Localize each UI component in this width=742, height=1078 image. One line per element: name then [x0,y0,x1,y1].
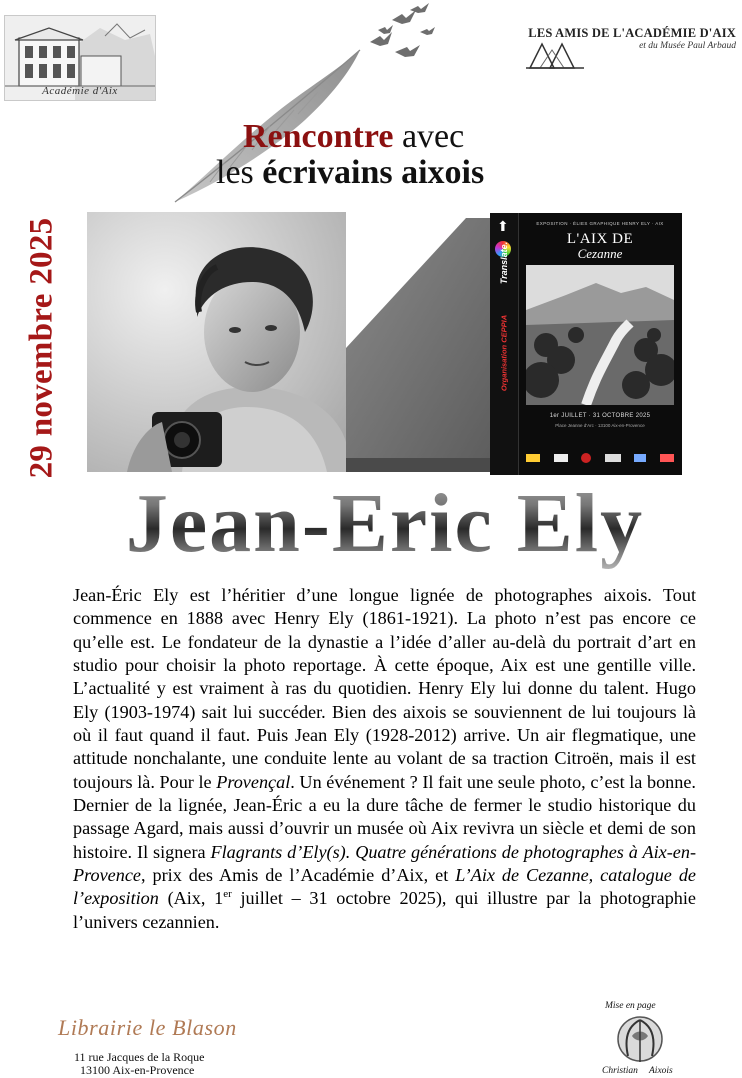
book-subtitle: Cezanne [577,246,623,261]
layout-credit-label: Mise en page [605,1001,656,1011]
book-address: Place Jeanne d'Arc · 13100 Aix-en-Provence [555,423,645,428]
bookshop-street: 11 rue Jacques de la Roque [74,1050,205,1064]
book-landscape-photo [526,265,674,405]
bookshop-city: 13100 Aix-en-Provence [80,1063,195,1077]
triangle-logo-icon [526,40,588,84]
book-header: EXPOSITION · ÉLIES GRAPHIQUE HENRY ELY · AIX [536,221,664,226]
association-name: LES AMIS DE L'ACADÉMIE D'AIX [528,26,736,40]
academie-logo-caption: Académie d'Aix [42,85,118,97]
author-biography: Jean-Éric Ely est l’héritier d’une longue lignée de photographes aixois. Tout commence en 1888 avec Henry Ely (1861-1921). La photo n’est pas encore ce qu’elle est. Le fondateur de la dynastie a l’idée d’aller au-delà du portrait d’art en studio pour choisir la photo reportage. À cette époque, Aix est une gentille ville. L’actualité y est vraiment à ras du quotidien. Henry Ely lui donne du talent. Hugo Ely (1903-1974) sait lui succéder. Bien des aixois se souviennent de lui toujours là où il faut quand il faut. Puis Jean Ely (1928-2012) arrive. Un air flegmatique, une attitude nonchalante, une conduite lente au volant de sa traction Citroën, mais il est toujours là. Pour le Provençal. Un événement ? Il fait une seule photo, c’est la bonne. Dernier de la lignée, Jean-Éric a eu la dure tâche de fermer le studio historique du passage Agard, mais aussi d’ouvrir un musée où Aix revivra un siècle et demi de son histoire. Il signera Flagrants d’Ely(s). Quatre générations de photographes à Aix-en-Provence, prix des Amis de l’Académie d’Aix, et L’Aix de Cezanne, catalogue de l’exposition (Aix, 1er juillet – 31 octobre 2025), qui illustre par la photographie l’univers cezannien. [73,585,697,932]
academie-logo [4,15,156,101]
portrait-photo [87,212,346,472]
amis-academie-logo [526,26,738,70]
title-avec: avec [393,118,465,155]
book-spine: ⬆ Translate. Organisation CEPPIA [490,213,519,475]
layout-credit-firstname: Christian [602,1066,638,1076]
author-portrait [87,212,346,472]
layout-credit-lastname: Aixois [649,1066,673,1076]
book-sponsor-logos [526,451,674,465]
book-title: L'AIX DE [566,231,634,247]
author-name: Jean-Eric Ely [70,476,700,572]
book-dates: 1er JUILLET · 31 OCTOBRE 2025 [549,413,651,419]
decorative-grey-shape [346,218,494,472]
event-title-line1 [243,118,464,156]
credit-emblem-icon [608,1012,672,1066]
association-subtitle: et du Musée Paul Arbaud [639,41,736,51]
up-arrow-icon: ⬆ [497,219,509,235]
book-cover [490,213,682,475]
event-title-line2 [216,154,484,192]
title-les: les [216,154,263,191]
title-ecrivains: écrivains aixois [262,154,485,191]
event-date-text: 29 novembre 2025 [23,217,60,479]
bookshop-name: Librairie le Blason [58,1015,237,1040]
title-rencontre: Rencontre [243,118,394,155]
